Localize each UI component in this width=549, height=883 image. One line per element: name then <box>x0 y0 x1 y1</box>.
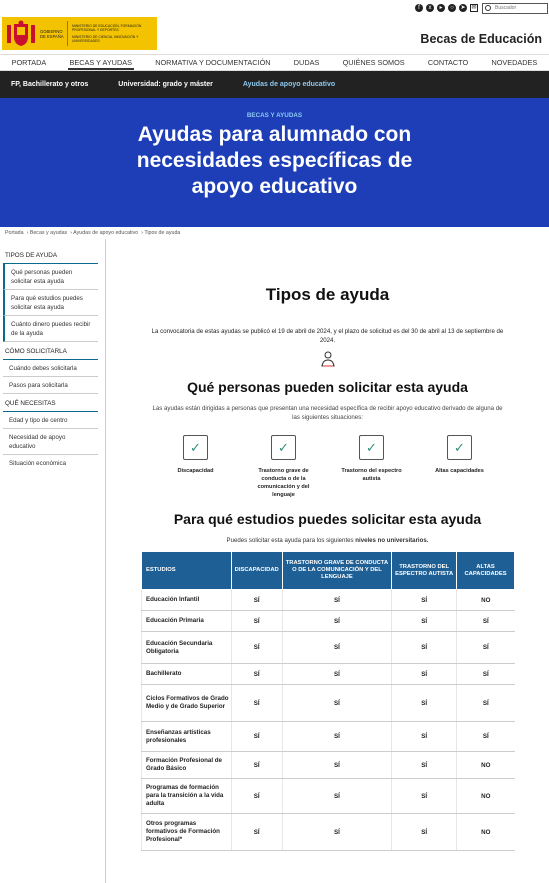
situation-item <box>161 435 231 499</box>
check-icon: ✓ <box>447 435 472 460</box>
availability-cell: SÍ <box>392 685 457 722</box>
top-header <box>0 0 549 54</box>
availability-cell: SÍ <box>392 814 457 851</box>
study-name: Educación Infantil <box>142 590 232 611</box>
availability-cell: SÍ <box>231 664 282 685</box>
availability-cell: SÍ <box>282 611 392 632</box>
section-title: Tipos de ayuda <box>265 285 390 304</box>
col-header: DISCAPACIDAD <box>231 552 282 590</box>
availability-cell: SÍ <box>282 664 392 685</box>
col-header: ESTUDIOS <box>142 552 232 590</box>
nav-becas-y-ayudas[interactable]: BECAS Y AYUDAS <box>68 55 134 70</box>
sidebar <box>3 246 98 471</box>
sidebar-item-edad[interactable]: Edad y tipo de centro <box>3 412 98 429</box>
check-icon: ✓ <box>183 435 208 460</box>
gov-text: GOBIERNO DE ESPAÑA <box>40 21 68 46</box>
situations-list <box>106 435 549 499</box>
breadcrumb-current: Tipos de ayuda <box>144 230 181 236</box>
availability-cell: NO <box>457 779 515 814</box>
breadcrumb-item[interactable]: Becas y ayudas <box>29 230 68 236</box>
table-row <box>142 590 515 611</box>
study-name: Formación Profesional de Grado Básico <box>142 752 232 779</box>
situation-item <box>249 435 319 499</box>
table-body <box>142 590 515 851</box>
government-logo[interactable] <box>2 17 157 50</box>
breadcrumb-item[interactable]: Ayudas de apoyo educativo <box>73 230 139 236</box>
studies-table <box>141 551 515 851</box>
sidebar-section-tipos[interactable]: TIPOS DE AYUDA <box>3 246 98 264</box>
availability-cell: NO <box>457 752 515 779</box>
breadcrumb: Portada › Becas y ayudas › Ayudas de apoyo educativo › Tipos de ayuda <box>5 230 181 236</box>
study-name: Enseñanzas artísticas profesionales <box>142 722 232 752</box>
situation-label: Trastorno del espectro autista <box>341 468 402 482</box>
main-nav <box>0 54 549 71</box>
studies-title: Para qué estudios puedes solicitar esta ayuda <box>173 511 482 527</box>
table-header-row <box>142 552 515 590</box>
availability-cell: SÍ <box>231 752 282 779</box>
availability-cell: SÍ <box>231 779 282 814</box>
main-content <box>106 239 549 851</box>
availability-cell: SÍ <box>392 722 457 752</box>
email-icon[interactable]: ✉ <box>471 5 477 11</box>
availability-cell: SÍ <box>392 779 457 814</box>
person-icon <box>321 351 335 367</box>
availability-cell: SÍ <box>392 590 457 611</box>
table-row <box>142 664 515 685</box>
sidebar-item-dinero[interactable]: Cuánto dinero puedes recibir de la ayuda <box>3 316 98 342</box>
table-row <box>142 752 515 779</box>
sidebar-section-como[interactable]: CÓMO SOLICITARLA <box>3 342 98 360</box>
telegram-icon[interactable]: ➤ <box>460 5 466 11</box>
page-title: Ayudas para alumnado con necesidades específicas de apoyo educativo <box>136 123 413 198</box>
study-name: Otros programas formativos de Formación Profesional* <box>142 814 232 851</box>
nav-portada[interactable]: PORTADA <box>11 58 47 67</box>
youtube-icon[interactable]: ▸ <box>437 4 445 12</box>
availability-cell: NO <box>457 590 515 611</box>
situation-label: Trastorno grave de conducta o de la comunicación y del lenguaje <box>257 468 310 498</box>
sidebar-item-cuando[interactable]: Cuándo debes solicitarla <box>3 360 98 377</box>
sidebar-item-situacion[interactable]: Situación económica <box>9 460 67 467</box>
availability-cell: SÍ <box>282 685 392 722</box>
availability-cell: NO <box>457 814 515 851</box>
col-header: TRASTORNO DEL ESPECTRO AUTISTA <box>392 552 457 590</box>
hero-kicker: BECAS Y AYUDAS <box>246 112 303 119</box>
subnav-universidad[interactable]: Universidad: grado y máster <box>118 81 213 88</box>
study-name: Programas de formación para la transición a la vida adulta <box>142 779 232 814</box>
hero-banner <box>0 98 549 227</box>
sidebar-item-pasos[interactable]: Pasos para solicitarla <box>3 377 98 394</box>
check-icon: ✓ <box>359 435 384 460</box>
site-title[interactable]: Becas de Educación <box>420 32 542 46</box>
availability-cell: SÍ <box>392 752 457 779</box>
availability-cell: SÍ <box>282 752 392 779</box>
search-icon <box>485 5 491 11</box>
subnav-apoyo-educativo[interactable]: Ayudas de apoyo educativo <box>242 81 336 88</box>
availability-cell: SÍ <box>282 632 392 664</box>
table-row <box>142 722 515 752</box>
who-title: Qué personas pueden solicitar esta ayuda <box>187 379 468 395</box>
availability-cell: SÍ <box>231 722 282 752</box>
col-header: ALTAS CAPACIDADES <box>457 552 515 590</box>
study-name: Educación Secundaria Obligatoria <box>142 632 232 664</box>
study-name: Educación Primaria <box>142 611 232 632</box>
availability-cell: SÍ <box>231 632 282 664</box>
table-row <box>142 779 515 814</box>
sidebar-item-estudios[interactable]: Para qué estudios puedes solicitar esta ayuda <box>3 290 98 316</box>
search-input[interactable]: Buscador <box>482 3 548 14</box>
who-text: Las ayudas están dirigidas a personas que presentan una necesidad específica de recibir apoyo educativo derivado de alguna de las siguientes situaciones: <box>152 405 503 421</box>
x-icon[interactable]: x <box>426 4 434 12</box>
situation-item <box>337 435 407 499</box>
situation-label: Discapacidad <box>177 468 214 474</box>
availability-cell: SÍ <box>457 632 515 664</box>
nav-quienes-somos[interactable]: QUIÉNES SOMOS <box>342 58 405 67</box>
nav-contacto[interactable]: CONTACTO <box>427 58 469 67</box>
availability-cell: SÍ <box>457 685 515 722</box>
coat-of-arms-icon <box>4 18 38 49</box>
facebook-icon[interactable]: f <box>415 4 423 12</box>
sidebar-section-que[interactable]: QUÉ NECESITAS <box>3 394 98 412</box>
availability-cell: SÍ <box>282 779 392 814</box>
col-header: TRASTORNO GRAVE DE CONDUCTA O DE LA COMUNICACIÓN Y DEL LENGUAJE <box>282 552 392 590</box>
situation-label: Altas capacidades <box>435 468 484 474</box>
availability-cell: SÍ <box>392 611 457 632</box>
availability-cell: SÍ <box>282 814 392 851</box>
availability-cell: SÍ <box>392 664 457 685</box>
table-row <box>142 611 515 632</box>
breadcrumb-item[interactable]: Portada <box>5 230 24 236</box>
nav-novedades[interactable]: NOVEDADES <box>491 58 538 67</box>
table-row <box>142 814 515 851</box>
sidebar-item-quien[interactable]: Qué personas pueden solicitar esta ayuda <box>3 264 98 290</box>
availability-cell: SÍ <box>282 590 392 611</box>
instagram-icon[interactable]: ○ <box>448 4 456 12</box>
availability-cell: SÍ <box>457 722 515 752</box>
intro-text: La convocatoria de estas ayudas se publicó el 19 de abril de 2024, y el plazo de solicitud es del 30 de abril al 13 de septiembre de 2024. <box>151 328 504 344</box>
table-row <box>142 632 515 664</box>
studies-text: Puedes solicitar esta ayuda para los siguientes niveles no universitarios. <box>226 537 429 544</box>
sub-nav <box>0 71 549 98</box>
availability-cell: SÍ <box>457 611 515 632</box>
sidebar-item-necesidad[interactable]: Necesidad de apoyo educativo <box>3 429 98 455</box>
availability-cell: SÍ <box>231 611 282 632</box>
availability-cell: SÍ <box>282 722 392 752</box>
nav-normativa[interactable]: NORMATIVA Y DOCUMENTACIÓN <box>155 58 271 67</box>
subnav-fp-bachillerato[interactable]: FP, Bachillerato y otros <box>11 81 89 88</box>
availability-cell: SÍ <box>231 814 282 851</box>
nav-dudas[interactable]: DUDAS <box>293 58 320 67</box>
situation-item <box>425 435 495 499</box>
availability-cell: SÍ <box>231 685 282 722</box>
study-name: Bachillerato <box>142 664 232 685</box>
check-icon: ✓ <box>271 435 296 460</box>
table-row <box>142 685 515 722</box>
study-name: Ciclos Formativos de Grado Medio y de Grado Superior <box>142 685 232 722</box>
social-links <box>415 4 478 12</box>
ministry-text: MINISTERIO DE EDUCACIÓN, FORMACIÓN PROFESIONAL Y DEPORTES MINISTERIO DE CIENCIA, INNOVACIÓN Y UNIVERSIDADES <box>72 24 142 43</box>
availability-cell: SÍ <box>231 590 282 611</box>
availability-cell: SÍ <box>392 632 457 664</box>
availability-cell: SÍ <box>457 664 515 685</box>
content-area <box>0 239 549 883</box>
